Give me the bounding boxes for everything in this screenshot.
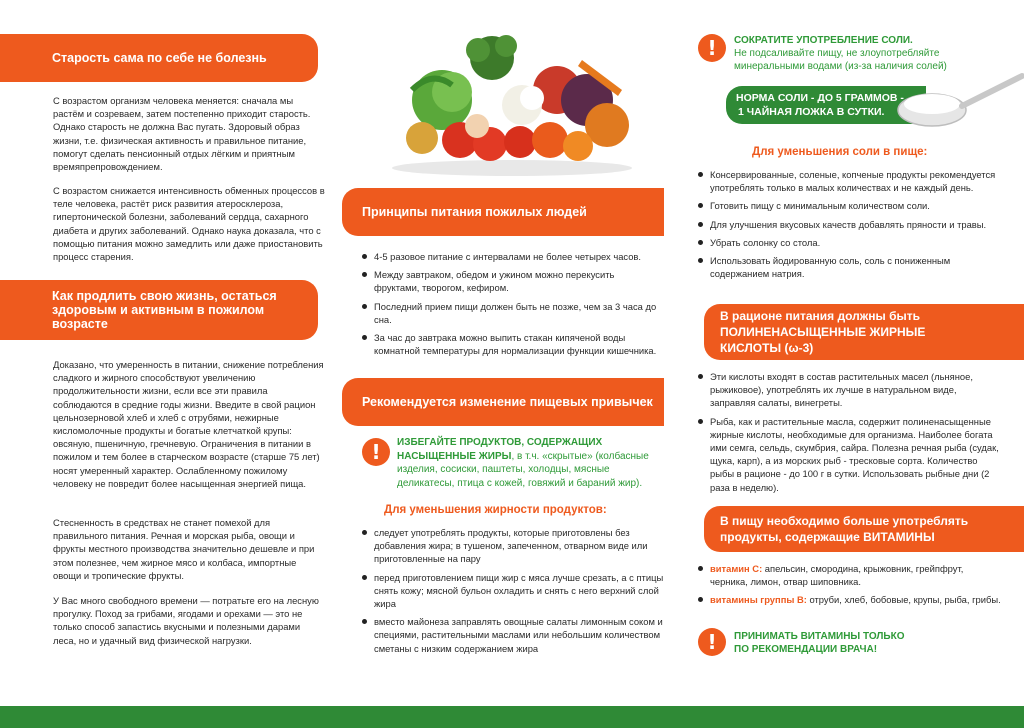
list-item: перед приготовлением пищи жир с мяса лучше срезать, а с птицы снять кожу; мясной бульон охладить и снять с него верхний слой жира <box>362 571 664 611</box>
paragraph-5: У Вас много свободного времени — потратьте его на лесную прогулку. Поход за грибами, ягодами и орехами — это не только способ запастись вкусными и полезными дарами леса, но и удачный вид физической нагрузки. <box>53 595 319 646</box>
salt-spoon-icon <box>894 70 1024 134</box>
list-item: 4-5 разовое питание с интервалами не более четырех часов. <box>362 250 662 263</box>
vitamin-c-label: витамин С: <box>710 563 763 574</box>
banner-omega3-line-3: КИСЛОТЫ (ω-3) <box>720 341 814 355</box>
banner-habits-text: Рекомендуется изменение пищевых привычек <box>362 395 653 409</box>
list-item: вместо майонеза заправлять овощные салаты лимонным соком и специями, растительными маслами или небольшим количеством сметаны с низким содержанием жира <box>362 615 664 655</box>
salt-reduction-heading: Для уменьшения соли в пище: <box>752 146 928 158</box>
exclamation-icon: ! <box>362 438 390 466</box>
footer-bar <box>0 706 1024 728</box>
fats-warning-bold: ИЗБЕГАЙТЕ ПРОДУКТОВ, СОДЕРЖАЩИХ НАСЫЩЕННЫЕ ЖИРЫ <box>397 437 603 462</box>
banner-habits <box>342 378 664 426</box>
column-2 <box>342 0 682 728</box>
salt-warning <box>734 34 1004 73</box>
list-item <box>698 593 1002 606</box>
list-item: За час до завтрака можно выпить стакан кипяченой воды комнатной температуры для нормализации функции кишечника. <box>362 331 662 357</box>
paragraph-3: Доказано, что умеренность в питании, снижение потребления сладкого и жирного способствуют увеличению продолжительности жизни, если все эти правила соблюдаются в средние годы жизни. Введите в свой рацион цельнозерновой хлеб и хлеб с отрубями, нежирные кисломолочные продукты и богатые клетчаткой крупы: овсяную, пшеничную, гречневую. Ограничения в питании в пожилом и тем более в старческом возрасте (старше 75 лет) носят умеренный характер. Ослабленному пожилому человеку не повредит более насыщенная энергией пища. <box>53 359 324 489</box>
banner-omega3 <box>704 304 1024 360</box>
column-3 <box>682 0 1024 728</box>
vitamin-warning-line-1: ПРИНИМАТЬ ВИТАМИНЫ ТОЛЬКО <box>734 631 905 642</box>
vitamin-warning-line-2: ПО РЕКОМЕНДАЦИИ ВРАЧА! <box>734 644 878 655</box>
paragraph-1: С возрастом организм человека меняется: сначала мы растём и созреваем, затем постепенно приходит старость. Однако старость не должна Вас пугать. Здоровый образ жизни, т.е. физическая активность и правильное питание, помогут сделать пенсионный отдых лёгким и приятным времяпрепровождением. <box>53 95 311 173</box>
salt-norm-line-1: НОРМА СОЛИ - ДО 5 ГРАММОВ - <box>736 92 904 104</box>
list-item <box>698 562 1002 588</box>
vitamin-b-text: отруби, хлеб, бобовые, крупы, рыба, грибы. <box>806 594 1001 606</box>
vitamins-list <box>698 562 1002 612</box>
vegetables-illustration <box>382 30 642 180</box>
list-item: Для улучшения вкусовых качеств добавлять пряности и травы. <box>698 218 1002 231</box>
banner-principles-text: Принципы питания пожилых людей <box>362 205 587 219</box>
fats-warning-rest: , в т.ч. «скрытые» (колбасные изделия, сосиски, паштеты, холодцы, мясные деликатесы, птица с кожей, говяжий и бараний жир). <box>397 450 649 489</box>
banner-principles <box>342 188 664 236</box>
list-item: Последний прием пищи должен быть не позже, чем за 3 часа до сна. <box>362 300 662 326</box>
list-item: Консервированные, соленые, копченые продукты рекомендуется употреблять только в малых количествах и не каждый день. <box>698 168 1002 194</box>
list-item: Между завтраком, обедом и ужином можно перекусить фруктами, творогом, кефиром. <box>362 268 662 294</box>
salt-reduction-list <box>698 168 1002 285</box>
principles-list <box>362 250 662 362</box>
fat-reduction-list <box>362 526 664 660</box>
list-item: Использовать йодированную соль, соль с пониженным содержанием натрия. <box>698 254 1002 280</box>
omega3-list <box>698 370 1002 499</box>
banner-old-age <box>0 34 318 82</box>
banner-vitamins-line-1: В пищу необходимо больше употреблять <box>720 514 969 528</box>
fats-warning <box>397 436 662 490</box>
exclamation-icon: ! <box>698 628 726 656</box>
list-item: Убрать солонку со стола. <box>698 236 1002 249</box>
banner-prolong-life-text: Как продлить свою жизнь, остаться здоровым и активным в пожилом возрасте <box>52 289 277 331</box>
paragraph-2: С возрастом снижается интенсивность обменных процессов в теле человека, растёт риск развития атеросклероза, гипертонической болезни, заболеваний сердца, сахарного диабета и других заболеваний. Однако наука доказала, что с помощью питания можно замедлить или даже приостановить процесс старения. <box>53 185 325 263</box>
salt-warning-title: СОКРАТИТЕ УПОТРЕБЛЕНИЕ СОЛИ. <box>734 35 913 46</box>
banner-old-age-text: Старость сама по себе не болезнь <box>52 51 267 65</box>
banner-omega3-line-1: В рационе питания должны быть <box>720 309 921 323</box>
column-1 <box>0 0 340 728</box>
banner-vitamins-line-2: продукты, содержащие ВИТАМИНЫ <box>720 530 935 544</box>
fat-reduction-heading: Для уменьшения жирности продуктов: <box>384 504 607 516</box>
exclamation-icon: ! <box>698 34 726 62</box>
vitamin-c-text: апельсин, смородина, крыжовник, грейпфрут, черника, лимон, отвар шиповника. <box>710 563 964 588</box>
salt-norm-line-2: 1 ЧАЙНАЯ ЛОЖКА В СУТКИ. <box>738 106 885 118</box>
paragraph-4: Стесненность в средствах не станет помехой для правильного питания. Речная и морская рыба, овощи и фрукты местного производства значительно дешевле и при этом полезнее, чем жирное мясо и колбаса, импортные овощи и тропические фрукты. <box>53 517 315 581</box>
vitamin-b-label: витамины группы В: <box>710 594 807 606</box>
banner-prolong-life <box>0 280 318 340</box>
banner-vitamins <box>704 506 1024 552</box>
vitamin-warning <box>734 630 1004 656</box>
salt-warning-text: Не подсаливайте пищу, не злоупотребляйте минеральными водами (из-за наличия солей) <box>734 48 947 72</box>
banner-omega3-line-2: ПОЛИНЕНАСЫЩЕННЫЕ ЖИРНЫЕ <box>720 325 926 339</box>
list-item: Готовить пищу с минимальным количеством соли. <box>698 199 1002 212</box>
list-item: Эти кислоты входят в состав растительных масел (льняное, рыжиковое), употреблять их лучше в натуральном виде, заправляя салаты, винегреты. <box>698 370 1002 410</box>
list-item: Рыба, как и растительные масла, содержит полиненасыщенные жирные кислоты, необходимые для организма. Наиболее богата ими семга, сельдь, скумбрия, сайра. Полезна речная рыба (судак, щука, карп), а из морских рыб - тресковые сорта. Количество рыбы в рационе - до 100 г в сутки. Использовать рыбные дни (2 раза в неделю). <box>698 415 1002 494</box>
list-item: следует употреблять продукты, которые приготовлены без добавления жира; в тушеном, запеченном, отварном виде или приготовленные на пару <box>362 526 664 566</box>
